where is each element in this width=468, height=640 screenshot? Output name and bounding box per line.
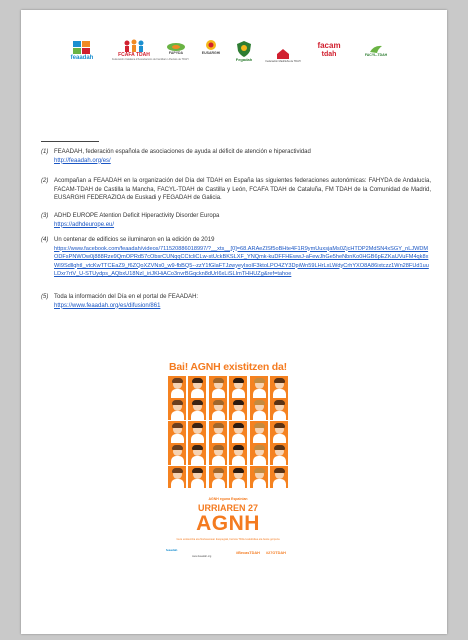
child-photo-tile (168, 443, 186, 465)
child-photo-tile (229, 421, 247, 443)
hashtag-1: #BecasTDAH (236, 551, 260, 555)
sun-icon (200, 38, 222, 52)
child-photo-tile (209, 376, 227, 398)
figures-icon (121, 39, 147, 53)
child-photo-tile (229, 443, 247, 465)
child-photo-tile (270, 466, 288, 488)
poster-subtitle: AGNH eguna Espainian (208, 497, 248, 501)
hashtag-2: #27OTDAH (266, 551, 286, 555)
footnote-5: (5) Toda la información del Día en el portal de FEAADAH: https://www.feaadah.org/es/difusion/861 (41, 294, 199, 309)
footnote-link[interactable]: https://adhdeurope.eu/ (54, 221, 115, 228)
document-page (21, 10, 447, 634)
footnote-link[interactable]: https://www.facebook.com/feaadah/videos/711520886018997/?__xts__[0]=68.ARAeZlSf5oBHte4F1R9ymUuxsjaMs0ZjcHTDP2MdSN4xSGY_nLJWDMODFsPNWOw0j888Rze9QmOPRd57cObsrCUNqqCCtcliCLw-stUckBKSLXF_YNQmk-kuDFFHEwwJ-aFewJhGe5heNbnKo0HGB6pEZKaUVuFM4qk8xWI9SdllqhtI_vtcKwTTCEaZ9_f6ZQoXZVNs0_w9-fbBQ5--zzY1fGlaFTJzwyeyIsoIF3ktoLPO4ZY3DpiWn59LHrLxLWdyCrhYXO8A86ixtczz1Wn28FUd1uuLDxr7rtV_U-STUydps_AQbxU18NzI_iriJKHiACo3nvrBGqckn8dUrI6xLiSLImTHHUZg&ref=tahoe (54, 245, 429, 277)
poster-footer (166, 545, 290, 561)
footnote-2: (2) Acompañan a FEAADAH en la organización del Día del TDAH en España las siguientes federaciones autonómicas: FAHYDA de Andalucía, FACAM-TDAH de Castilla la Mancha, FACYL-TDAH de Castilla y León, FCAFA TDAH de Cataluña, FM TDAH de la Comunidad de Madrid, EUSARGHI FEDERAZIOA de Euskadi y FEGADAH de Galicia. (41, 178, 431, 201)
feaadah-puzzle-logo: feaadah (62, 39, 102, 61)
fm-tdah-logo: Federación Madrileña de TDAH (263, 48, 303, 63)
footnote-text: Un centenar de edificios se iluminaron en la edición de 2019 (54, 237, 215, 243)
child-photo-tile (209, 466, 227, 488)
child-photo-tile (229, 398, 247, 420)
child-photo-tile (250, 376, 268, 398)
footnote-4: (4) Un centenar de edificios se iluminaron en la edición de 2019 https://www.facebook.com/feaadah/videos/711520886018997/?__xts__[0]=68.ARAeZlSf5oBHte4F1R9ymUuxsjaMs0ZjcHTDP2MdSN4xSGY_nLJWDMODFsPNWOw0j888Rze9QmOPRd57cObsrCUNqqCCtcliCLw-stUckBKSLXF_YNQmk-kuDFFHEwwJ-aFewJhGe5heNbnKo0HGB6pEZKaUVuFM4qk8xWI9SdllqhtI_vtcKwTTCEaZ9_f6ZQoXZVNs0_w9-fbBQ5--zzY1fGlaFTJzwyeyIsoIF3ktoLPO4ZY3DpiWn59LHrLxLWdyCrhYXO8A86ixtczz1Wn28FUd1uuLDxr7rtV_U-STUydps_AQbxU18NzI_iriJKHiACo3nvrBGqckn8dUrI6xLiSLImTHHUZg&ref=tahoe (41, 237, 429, 277)
footnote-text: Acompañan a FEAADAH en la organización del Día del TDAH en España las siguientes federaciones autonómicas: FAHYDA de Andalucía, FACAM-TDAH de Castilla la Mancha, FACYL-TDAH de Castilla y León, FCAFA TDAH de Cataluña, FM TDAH de la Comunidad de Madrid, EUSARGHI FEDERAZIOA de Euskadi y FEGADAH de Galicia. (54, 178, 431, 201)
child-photo-tile (188, 443, 206, 465)
fegadah-shield-logo: Fegadah (230, 40, 258, 62)
footnote-1: (1) FEAADAH, federación española de asociaciones de ayuda al déficit de atención e hiperactividad http://feaadah.org/es/ (41, 149, 311, 164)
house-icon (276, 48, 290, 60)
poster-url: www.feaadah.org (192, 555, 212, 558)
child-photo-tile (188, 466, 206, 488)
header-logo-strip (21, 38, 447, 86)
facyl-logo: FACYL-TDAH (356, 44, 396, 58)
footnote-link[interactable]: http://feaadah.org/es/ (54, 157, 111, 164)
footnote-text: FEAADAH, federación española de asociaciones de ayuda al déficit de atención e hiperactividad (54, 149, 311, 155)
footnote-text: ADHD EUROPE Atention Deficit Hiperactivity Disorder Europa (54, 213, 220, 219)
child-photo-tile (168, 421, 186, 443)
child-photo-tile (250, 466, 268, 488)
child-photo-tile (188, 376, 206, 398)
child-photo-tile (270, 443, 288, 465)
footnote-text: Toda la información del Día en el portal de FEAADAH: (54, 294, 199, 300)
footnote-3: (3) ADHD EUROPE Atention Deficit Hiperactivity Disorder Europa https://adhdeurope.eu/ (41, 213, 220, 228)
child-photo-tile (229, 376, 247, 398)
child-photo-tile (270, 398, 288, 420)
poster-date: URRIAREN 27 (197, 503, 258, 513)
eusarghi-logo: EUSARGHI (197, 38, 225, 56)
child-photo-tile (270, 376, 288, 398)
child-photo-tile (209, 398, 227, 420)
footnote-link[interactable]: https://www.feaadah.org/es/difusion/861 (54, 302, 161, 309)
child-photo-tile (209, 421, 227, 443)
child-photo-tile (250, 421, 268, 443)
puzzle-icon (71, 39, 93, 55)
children-photo-grid (168, 376, 288, 487)
child-photo-tile (250, 398, 268, 420)
fcafa-logo: FCAFA TDAH Federación Catalana d'Associacions de Familiars i Afectats de TDAH (112, 39, 156, 61)
child-photo-tile (188, 421, 206, 443)
child-photo-tile (168, 466, 186, 488)
child-photo-tile (229, 466, 247, 488)
child-photo-tile (209, 443, 227, 465)
poster-headline: AGNH (196, 512, 260, 535)
child-photo-tile (250, 443, 268, 465)
feaadah-logo: feaadah (166, 548, 178, 552)
child-photo-tile (168, 398, 186, 420)
child-photo-tile (168, 376, 186, 398)
child-photo-tile (270, 421, 288, 443)
footnote-separator (41, 141, 99, 142)
facam-logo: facam tdah (317, 41, 341, 58)
poster-small-print: Gure existentzia eta Nortasunean ikuspegiak, berreta TDAH eskubidea eta beste gorpuza (176, 538, 280, 541)
fapyda-letters-logo: FAPYDA (163, 42, 189, 56)
agnh-poster (160, 352, 296, 567)
child-photo-tile (188, 398, 206, 420)
shield-icon (235, 40, 253, 58)
poster-title: Bai! AGNH existitzen da! (169, 361, 287, 373)
